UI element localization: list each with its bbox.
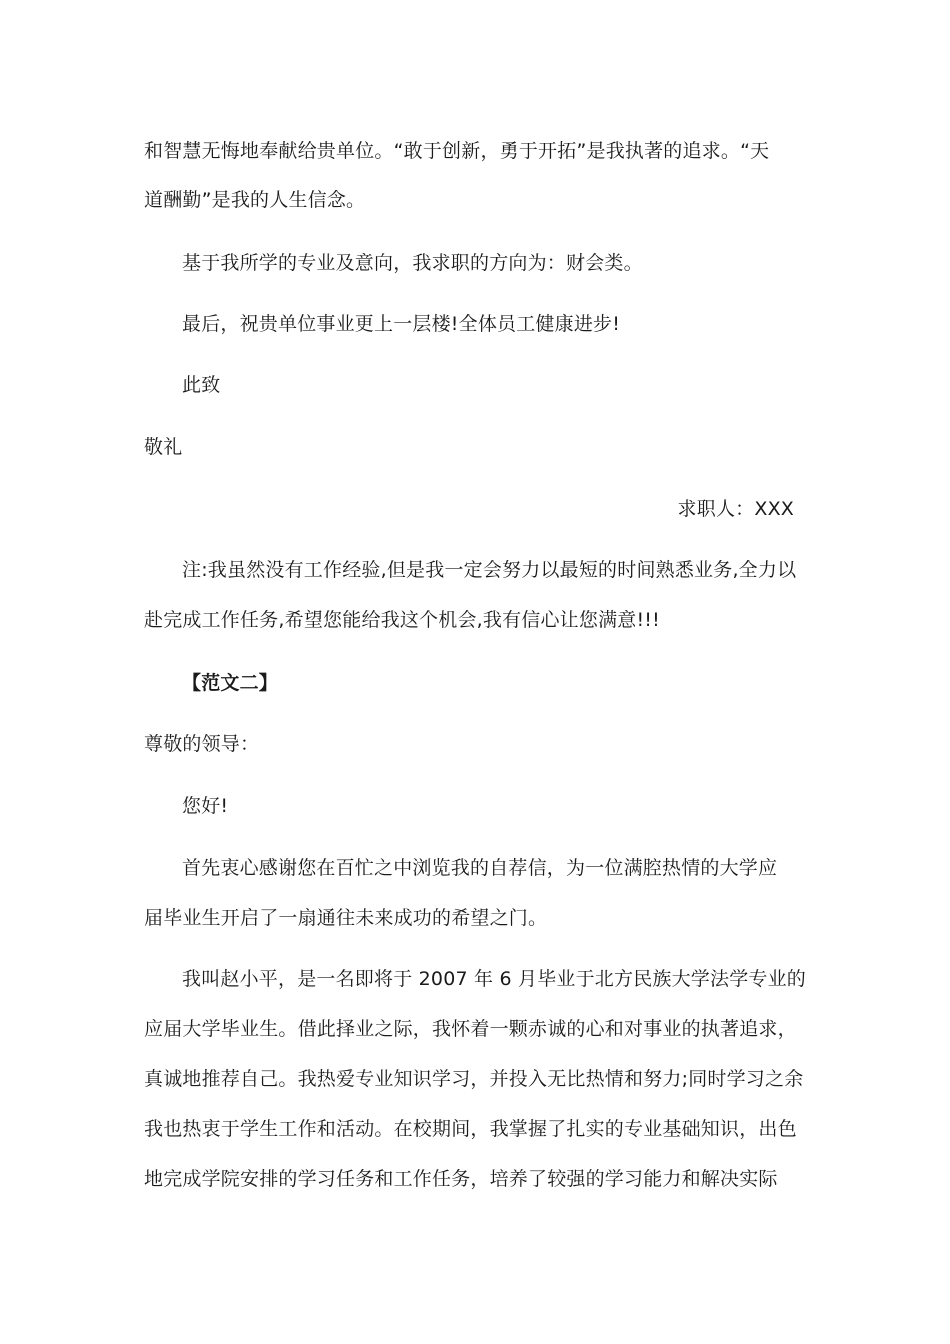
text-line: 道酬勤”是我的人生信念。 (144, 189, 366, 211)
text-line: 基于我所学的专业及意向，我求职的方向为：财会类。 (182, 252, 643, 274)
text-line: 和智慧无悔地奉献给贵单位。“敢于创新，勇于开拓”是我执著的追求。“天 (144, 140, 770, 162)
text-line: 真诚地推荐自己。我热爱专业知识学习，并投入无比热情和努力;同时学习之余 (144, 1068, 804, 1090)
text-line: 我叫赵小平，是一名即将于 2007 年 6 月毕业于北方民族大学法学专业的 (182, 968, 807, 990)
text-line: 应届大学毕业生。借此择业之际，我怀着一颗赤诚的心和对事业的执著追求， (144, 1018, 797, 1040)
greeting: 您好! (182, 795, 229, 817)
closing-line: 敬礼 (144, 436, 183, 458)
salutation: 尊敬的领导： (144, 733, 260, 755)
section-title: 【范文二】 (182, 672, 279, 694)
text-line: 地完成学院安排的学习任务和工作任务，培养了较强的学习能力和解决实际 (144, 1168, 778, 1190)
closing-line: 此致 (182, 374, 221, 396)
text-line: 赴完成工作任务,希望您能给我这个机会,我有信心让您满意!!! (144, 609, 660, 631)
text-line: 首先衷心感谢您在百忙之中浏览我的自荐信，为一位满腔热情的大学应 (182, 857, 778, 879)
signature: 求职人：XXX (677, 498, 794, 520)
text-line: 注:我虽然没有工作经验,但是我一定会努力以最短的时间熟悉业务,全力以 (182, 559, 797, 581)
text-line: 届毕业生开启了一扇通往未来成功的希望之门。 (144, 907, 548, 929)
text-line: 最后，祝贵单位事业更上一层楼!全体员工健康进步! (182, 313, 621, 335)
text-line: 我也热衷于学生工作和活动。在校期间，我掌握了扎实的专业基础知识，出色 (144, 1118, 797, 1140)
